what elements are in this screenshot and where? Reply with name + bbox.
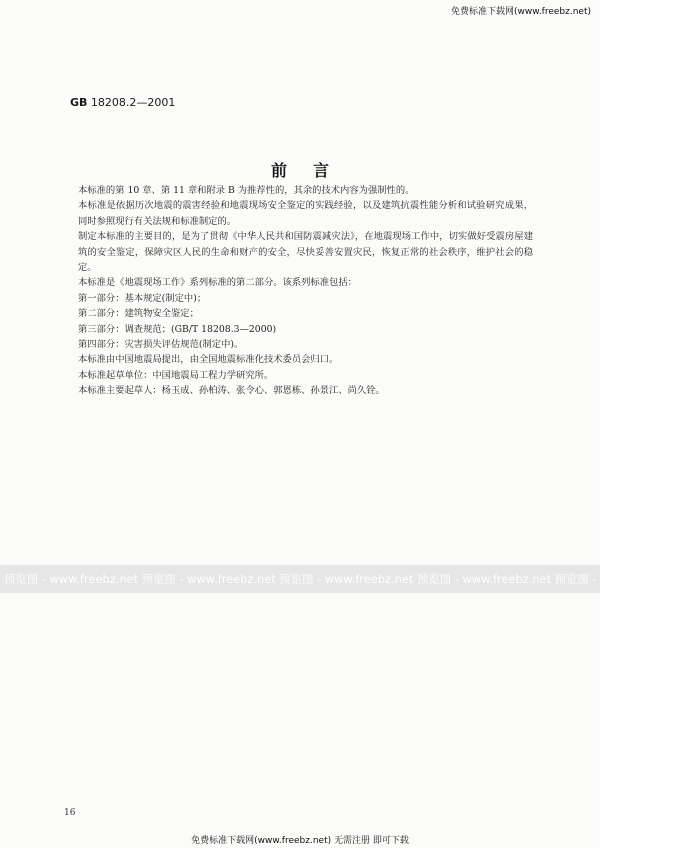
standard-number bbox=[70, 96, 175, 109]
paragraph: 第二部分：建筑物安全鉴定； bbox=[78, 308, 199, 320]
standard-code: 18208.2—2001 bbox=[90, 96, 176, 109]
paragraph: 本标准由中国地震局提出，由全国地震标准化技术委员会归口。 bbox=[78, 354, 339, 366]
site-header-link[interactable]: 免费标准下载网(www.freebz.net) bbox=[451, 7, 591, 17]
paragraph: 第四部分：灾害损失评估规范(制定中)。 bbox=[78, 339, 244, 351]
preface-body bbox=[78, 183, 533, 399]
paragraph: 本标准是依据历次地震的震害经验和地震现场安全鉴定的实践经验，以及建筑抗震性能分析和试验研究成果，同时参照现行有关法规和标准制定的。 bbox=[78, 200, 533, 227]
page-number: 16 bbox=[64, 808, 76, 818]
paragraph: 本标准的第 10 章、第 11 章和附录 B 为推荐性的，其余的技术内容为强制性的。 bbox=[78, 185, 415, 196]
watermark-text: 预览图 - www.freebz.net 预览图 - www.freebz.net 预览图 - www.freebz.net 预览图 - www.freebz.net 预览图 - www.freebz.net bbox=[4, 572, 689, 586]
site-footer-note[interactable]: 免费标准下载网(www.freebz.net) 无需注册 即可下载 bbox=[191, 836, 409, 846]
paragraph: 制定本标准的主要目的，是为了贯彻《中华人民共和国防震减灾法》，在地震现场工作中，切实做好受震房屋建筑的安全鉴定，保障灾区人民的生命和财产的安全，尽快妥善安置灾民，恢复正常的社会秩序，维护社会的稳定。 bbox=[78, 231, 533, 274]
preface-title: 前言 bbox=[270, 161, 355, 180]
paragraph: 本标准主要起草人：杨玉成、孙柏涛、张令心、郭恩栋、孙景江、尚久铨。 bbox=[78, 385, 385, 397]
standard-prefix: GB bbox=[70, 96, 88, 109]
paragraph: 第三部分：调查规范；(GB/T 18208.3—2000) bbox=[78, 323, 277, 335]
paragraph: 本标准起草单位：中国地震局工程力学研究所。 bbox=[78, 369, 274, 381]
paragraph: 本标准是《地震现场工作》系列标准的第二部分。该系列标准包括： bbox=[78, 277, 357, 289]
paragraph: 第一部分：基本规定(制定中)； bbox=[78, 292, 207, 304]
watermark-band bbox=[0, 565, 689, 593]
